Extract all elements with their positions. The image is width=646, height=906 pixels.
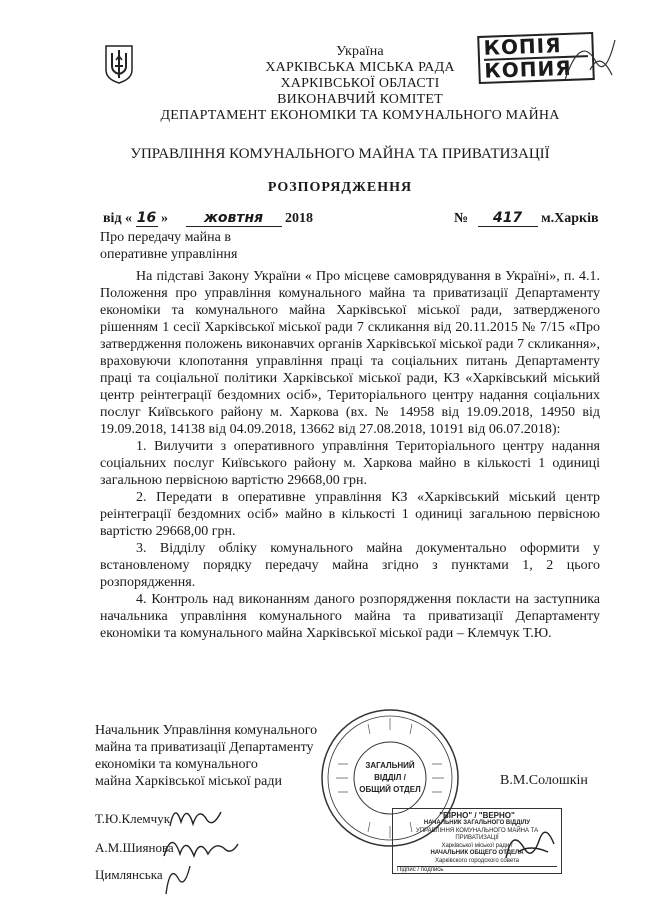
date-month: жовтня <box>186 210 282 227</box>
header-council: ХАРКІВСЬКА МІСЬКА РАДА <box>265 60 455 75</box>
body-text <box>100 268 600 642</box>
body-intro: На підставі Закону України « Про місцеве самоврядування в Україні», п. 4.1. Положення про управління комунального майна та приватизації Департаменту економіки та комунального майна Харківської міської ради, затвердженого рішенням 1 сесії Харківської міської ради 7 скликання від 20.11.2015 № 7/15 «Про затвердження положень виконавчих органів Харківської міської ради 7 скликання», враховуючи клопотання управління праці та соціальних питань Департаменту праці та соціальної політики Харківської міської ради, КЗ «Харківський міський центр реінтеграції бездомних осіб», Територіального центру надання соціальних послуг Київського району м. Харкова (вх. № 14958 від 19.09.2018, 14950 від 19.09.2018, 14138 від 04.09.2018, 13662 від 27.08.2018, 10191 від 06.07.2018): <box>100 269 600 437</box>
verified-stamp-title: "ВІРНО" / "ВЕРНО" <box>439 811 515 820</box>
header-region: ХАРКІВСЬКОЇ ОБЛАСТІ <box>280 76 440 91</box>
position-line-2: майна та приватизації Департаменту <box>95 740 314 755</box>
seal-center-line-3: ОБЩИЙ ОТДЕЛ <box>359 785 421 794</box>
position-line-3: економіки та комунального <box>95 757 258 772</box>
verified-stamp-line-2: УПРАВЛІННЯ КОМУНАЛЬНОГО МАЙНА ТА ПРИВАТИЗАЦІЇ <box>415 827 539 841</box>
verified-stamp-line-4: НАЧАЛЬНИК ОБЩЕГО ОТДЕЛА <box>430 850 524 856</box>
approval-2: А.М.Шиянова <box>95 840 174 855</box>
administration-title: УПРАВЛІННЯ КОМУНАЛЬНОГО МАЙНА ТА ПРИВАТИЗАЦІЇ <box>130 146 550 162</box>
verified-stamp-line-3: Харківської міської ради / <box>441 842 513 849</box>
verified-stamp-line-5: Харківского городского совета <box>434 857 520 864</box>
verified-stamp <box>392 808 562 874</box>
date-day: 16 <box>136 210 157 226</box>
subject <box>100 229 237 263</box>
document-city: м.Харків <box>541 211 599 226</box>
body-item-4: 4. Контроль над виконанням даного розпорядження покласти на заступника начальника управління комунального майна та приватизації Департаменту економіки та комунального майна Харківської міської ради – Клемчук Т.Ю. <box>100 592 600 641</box>
header-department: ДЕПАРТАМЕНТ ЕКОНОМІКИ ТА КОМУНАЛЬНОГО МАЙНА <box>160 108 560 123</box>
document-type: РОЗПОРЯДЖЕННЯ <box>267 180 413 195</box>
body-item-3: 3. Відділу обліку комунального майна документально оформити у встановленому порядку передачу майна згідно з пунктами 1, 2 цього розпорядження. <box>100 541 600 590</box>
body-item-1: 1. Вилучити з оперативного управління Територіального центру надання соціальних послуг Київського району м. Харкова майно в кількості 1 одиниці загальною первісною вартістю 29668,00 грн. <box>100 439 600 488</box>
coat-of-arms-icon <box>104 44 134 84</box>
verified-stamp-footer: Підпис / подпись <box>397 866 557 874</box>
copy-stamp-line1: КОПІЯ <box>483 33 562 60</box>
header-country: Україна <box>336 44 384 59</box>
subject-line-2: оперативне управління <box>100 247 238 262</box>
header-committee: ВИКОНАВЧИЙ КОМІТЕТ <box>277 92 443 107</box>
approval-1: Т.Ю.Клемчук <box>95 811 171 826</box>
number-line <box>454 210 599 227</box>
subject-line-1: Про передачу майна в <box>100 230 231 245</box>
document-number: 417 <box>478 210 538 227</box>
signatory-name: В.М.Солошкін <box>500 773 588 788</box>
date-sep: » <box>161 211 169 226</box>
seal-center-line-2: ВІДДІЛ / <box>374 773 406 782</box>
signature-position <box>95 722 317 790</box>
position-line-1: Начальник Управління комунального <box>95 723 318 738</box>
body-item-2: 2. Передати в оперативне управління КЗ «Харківський міський центр реінтеграції бездомних осіб» майно в кількості 1 одиниці загальною первісною вартістю 29668,00 грн. <box>100 490 600 539</box>
verified-stamp-line-1: НАЧАЛЬНИК ЗАГАЛЬНОГО ВІДДІЛУ <box>423 820 531 826</box>
copy-stamp-line2: КОПИЯ <box>484 55 589 82</box>
date-prefix: від « <box>103 211 133 226</box>
approval-3: Цимлянська <box>95 867 163 882</box>
date-line <box>103 210 313 227</box>
signature-scribble-3 <box>160 858 194 898</box>
handwritten-mark <box>560 30 620 90</box>
seal-center-line-1: ЗАГАЛЬНИЙ <box>365 761 415 770</box>
number-label: № <box>454 211 469 226</box>
date-year: 2018 <box>285 211 314 226</box>
position-line-4: майна Харківської міської ради <box>95 774 282 789</box>
